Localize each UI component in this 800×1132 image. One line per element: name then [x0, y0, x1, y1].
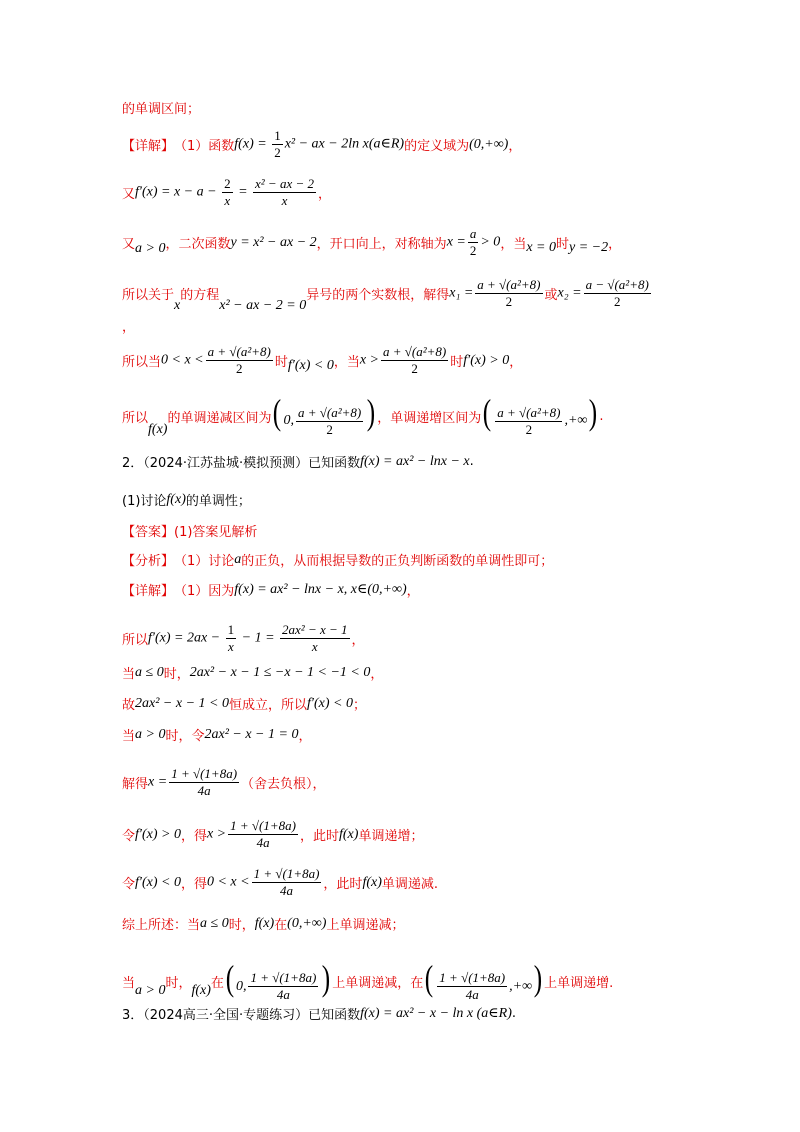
text: 上单调递增. [544, 976, 614, 992]
math-fprime: f′(x) = x − a − $\frac{2}{x}$ = $\frac{\text{x² − ax − 2}}{x}$ [135, 176, 314, 208]
math-interval-dec: ( 0, $\frac{1 + √(1+8a)}{4a}$ ) [225, 958, 331, 1003]
text: 时，令 [165, 729, 205, 744]
subquestion-1 [122, 490, 251, 509]
text: 当 [122, 976, 136, 992]
text: （舍去负根）， [241, 777, 326, 792]
text: 恒成立，所以 [228, 698, 307, 713]
roots-line [122, 272, 653, 314]
math: f(x) [339, 826, 359, 842]
text: 当 [122, 729, 136, 744]
math: f′(x) < 0 [307, 695, 353, 711]
sign-line: 所以当 0 < x < $\frac{\text{a + √(a²+8)}}{2}$ 时 f′(x) < 0 ，当 x > $\frac{\text{a + √(a²+8)}}{2}$ 时 f′(x) > 0 ， [122, 344, 523, 376]
math-interval: 0 < x < $\frac{\text{a + √(a²+8)}}{2}$ [161, 344, 271, 376]
quadratic-line: 又 a > 0 ，二次函数 y = x² − ax − 2 ，开口向上，对称轴为 x = $\frac{a}{2}$ > 0 ，当 x = 0 时 y = −2 ， [122, 226, 622, 258]
math: f(x) [254, 915, 275, 931]
text: ，单调递增区间为 [377, 410, 482, 426]
text: 异号的两个实数根，解得 [306, 287, 450, 303]
text: 时 [450, 355, 464, 370]
solve-line [122, 766, 326, 799]
text: ，此时 [323, 877, 363, 892]
derivative-line: 又 f′(x) = x − a − $\frac{2}{x}$ = $\frac{\text{x² − ax − 2}}{x}$ ， [122, 176, 332, 208]
case-line-2: 故 2ax² − x − 1 < 0 恒成立，所以 f′(x) < 0 ； [122, 695, 366, 713]
text: 故 [122, 698, 136, 713]
question-2: 2．（2024·江苏盐城·模拟预测）已知函数 f(x) = ax² − lnx − x . [122, 453, 474, 471]
math: a ≤ 0 [200, 915, 229, 931]
fraction: $\frac{2}{x}$ [224, 176, 231, 208]
text: ，二次函数 [165, 237, 231, 252]
math-interval: 0 < x < $\frac{1 + √(1+8a)}{4a}$ [206, 866, 320, 898]
math: 2ax² − x − 1 = 0 [204, 726, 299, 742]
text: 的单调递减区间为 [167, 410, 272, 426]
summary-line-2 [122, 960, 613, 1003]
math: a > 0 [135, 726, 166, 742]
increase-line [122, 818, 423, 851]
detail-tag: 【详解】 [122, 139, 175, 154]
math-fprime2: f′(x) = 2ax − $\frac{1}{x}$ − 1 = $\frac{\text{2ax² − x − 1}}{x}$ [148, 622, 348, 654]
text: 单调递减. [381, 877, 439, 892]
analysis-tag: 【分析】 [122, 554, 175, 569]
text: 当 [122, 667, 136, 682]
math: x = 0 [526, 239, 556, 255]
math: 2ax² − x − 1 < 0 [135, 695, 229, 711]
text-line [122, 98, 200, 117]
text: 所以当 [122, 355, 162, 370]
case-line-1: 当 a ≤ 0 时， 2ax² − x − 1 ≤ −x − 1 < −1 < 0 ， [122, 664, 384, 682]
text: ，得 [180, 829, 207, 844]
text: （1）函数 [174, 139, 235, 154]
math-interval-dec: ( 0, $\frac{\text{a + √(a²+8)}}{2}$ ) [273, 392, 376, 437]
math-interval-inc: ( $\frac{1 + √(1+8a)}{4a}$ ,+∞) [425, 958, 543, 1003]
question-3: 3．（2024高三·全国·专题练习）已知函数 f(x) = ax² − x − ln x (a∈R) . [122, 1006, 517, 1023]
text: 上单调递减； [326, 918, 405, 933]
math: f(x) [148, 422, 168, 437]
text: 时， [228, 918, 255, 933]
math-axis: x = $\frac{a}{2}$ > 0 [446, 226, 501, 258]
math: f′(x) = x − a − [135, 184, 217, 200]
text: 令 [122, 829, 136, 844]
math-interval: x > $\frac{1 + √(1+8a)}{4a}$ [206, 818, 296, 850]
math: f′(x) < 0 [287, 357, 334, 373]
math-fx-def: f(x) = $\frac{1}{2}$ x² − ax − 2ln x(a∈R) [234, 128, 405, 160]
text: 单调递增； [358, 829, 424, 844]
math-interval-inc: ( $\frac{\text{a + √(a²+8)}}{2}$ ,+∞) [483, 392, 598, 437]
math: a > 0 [135, 240, 166, 256]
math: f′(x) > 0 [463, 352, 510, 368]
case-line-3: 当 a > 0 时，令 2ax² − x − 1 = 0 ， [122, 726, 312, 744]
text: 时 [556, 237, 570, 252]
text: 又 [122, 237, 136, 252]
math: f(x) = ax² − lnx − x, x∈(0,+∞) [234, 582, 407, 597]
text: 所以关于 [122, 287, 175, 303]
math-x2: x₂ = $\frac{\text{a − √(a²+8)}}{2}$ [557, 276, 649, 309]
analysis-line [122, 550, 553, 569]
math: f′(x) < 0 [135, 874, 181, 890]
text: ，开口向上，对称轴为 [316, 237, 447, 252]
math: f′(x) > 0 [135, 826, 181, 842]
question-text: 2．（2024·江苏盐城·模拟预测）已知函数 [122, 456, 361, 471]
text: （1）讨论 [174, 554, 235, 569]
text: 时 [274, 355, 288, 370]
text: ，此时 [299, 829, 339, 844]
text: 的方程 [180, 287, 220, 303]
math: (0,+∞) [287, 915, 327, 931]
math-x1: x₁ = $\frac{\text{a + √(a²+8)}}{2}$ [449, 276, 541, 309]
text: 解得 [122, 777, 149, 792]
text: 的单调区间； [122, 102, 201, 117]
math: a [234, 551, 242, 567]
math: a > 0 [135, 982, 166, 998]
derivative-line-2: 所以 f′(x) = 2ax − $\frac{1}{x}$ − 1 = $\frac{\text{2ax² − x − 1}}{x}$ ， [122, 622, 365, 654]
math: x² − ax − 2ln x [284, 136, 369, 152]
question-text: 3．（2024高三·全国·专题练习）已知函数 [122, 1008, 361, 1023]
math: f(x) = ax² − lnx − x [360, 453, 470, 469]
detail-tag: 【详解】 [122, 584, 175, 599]
math: f(x) [166, 491, 186, 507]
answer-line [122, 521, 257, 540]
text: (1)讨论 [122, 494, 167, 509]
conclusion-line: 所以 f(x) 的单调递减区间为 ( 0, $\frac{\text{a + √(a²+8)}}{2}$ ) ，单调递增区间为 ( $\frac{\text{a + √(a²+8)}}{2}$ ,+∞) . [122, 392, 604, 437]
math: f(x) [234, 136, 254, 152]
math: x² − ax − 2 = 0 [219, 298, 307, 313]
math: (0,+∞) [469, 136, 509, 152]
text: 或 [544, 287, 558, 303]
text: 又 [122, 187, 136, 202]
math: f(x) [362, 874, 382, 890]
math: y = x² − ax − 2 [230, 234, 317, 250]
math: (a∈R) [368, 136, 405, 152]
math: f(x) = ax² − x − ln x (a∈R) [360, 1006, 512, 1021]
math-interval: x > $\frac{\text{a + √(a²+8)}}{2}$ [359, 344, 447, 376]
text: ，当 [333, 355, 360, 370]
text: 的单调性； [185, 494, 251, 509]
fraction: $\frac{1}{2}$ [274, 128, 281, 160]
math-root2: x = $\frac{1 + √(1+8a)}{4a}$ [148, 766, 238, 798]
math: 2ax² − x − 1 ≤ −x − 1 < −1 < 0 [189, 664, 371, 680]
math: y = −2 [569, 239, 609, 255]
text: 在 [210, 976, 224, 992]
text: ， [122, 320, 136, 335]
text: 所以 [122, 410, 149, 426]
fraction: $\frac{\text{x² − ax − 2}}{x}$ [255, 176, 314, 208]
text: （1）因为 [174, 584, 235, 599]
text: 时， [163, 667, 190, 682]
text: 在 [274, 918, 288, 933]
text: 综上所述：当 [122, 918, 201, 933]
detail-line-1: 【详解】 （1）函数 f(x) = $\frac{1}{2}$ x² − ax − 2ln x(a∈R) 的定义域为 (0,+∞) ， [122, 128, 522, 160]
text: 所以 [122, 633, 149, 648]
text: 时， [165, 976, 192, 992]
answer-text: 【答案】(1)答案见解析 [122, 525, 258, 540]
text: 的定义域为 [404, 139, 470, 154]
detail-line-2: 【详解】 （1）因为 f(x) = ax² − lnx − x, x∈(0,+∞) ， [122, 582, 420, 599]
text: 的正负，从而根据导数的正负判断函数的单调性即可； [241, 554, 554, 569]
math: f(x) [191, 982, 211, 998]
text: 令 [122, 877, 136, 892]
math: a ≤ 0 [135, 664, 164, 680]
summary-line-1 [122, 914, 404, 933]
math: x [174, 298, 181, 313]
text: ，当 [500, 237, 527, 252]
text: ，得 [180, 877, 207, 892]
decrease-line [122, 866, 438, 899]
comma-line [122, 316, 135, 335]
text: 上单调递减，在 [332, 976, 424, 992]
